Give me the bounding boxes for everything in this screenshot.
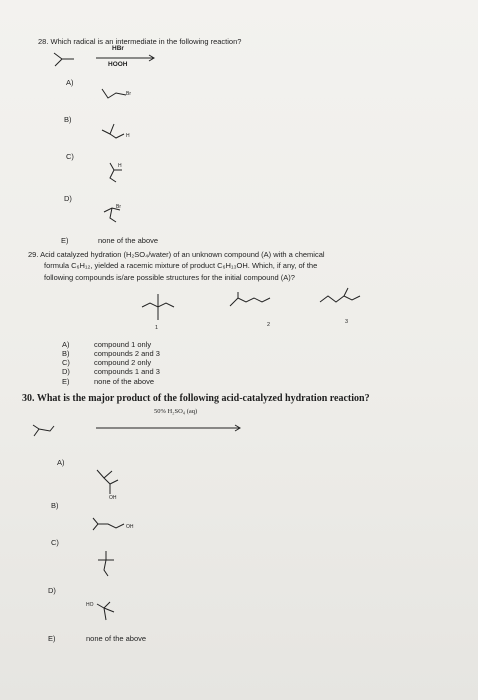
q28-option-d-br: Br: [116, 204, 121, 210]
q28-option-c-h: H: [118, 163, 122, 169]
q29-option-d-text: compounds 1 and 3: [94, 367, 160, 376]
q29-compound-1-number: 1: [155, 325, 159, 331]
q29-option-e-label: E): [62, 377, 70, 386]
q28-option-e-text: none of the above: [98, 236, 159, 245]
q30-option-b-label: B): [51, 501, 59, 510]
q30-option-a-structure: [94, 466, 124, 500]
q29-line-1: 29. Acid catalyzed hydration (H₂SO₄/water) of an unknown compound (A) with a chemical: [28, 250, 325, 259]
q30-option-b-structure: [90, 514, 140, 536]
q30-question: 30. What is the major product of the following acid-catalyzed hydration reaction?: [22, 393, 370, 404]
q29-compound-2: [228, 288, 278, 312]
q28-option-d-structure: [100, 200, 134, 226]
q28-option-b-structure: [98, 120, 138, 144]
q28-option-b-label: B): [64, 115, 72, 124]
q29-compound-2-number: 2: [267, 322, 271, 328]
q29-option-c-text: compound 2 only: [94, 358, 152, 367]
q30-option-a-oh: OH: [109, 495, 117, 501]
q28-reactant-structure: [52, 50, 82, 76]
q30-option-d-structure: [86, 596, 126, 624]
q28-reagent-bottom: HOOH: [108, 61, 128, 68]
q28-question: 28. Which radical is an intermediate in the following reaction?: [38, 37, 242, 46]
q28-option-c-structure: [106, 160, 136, 186]
q28-option-b-h: H: [126, 133, 130, 139]
q30-option-d-label: D): [48, 586, 56, 595]
q29-compound-3: [318, 286, 364, 312]
q29-option-a-text: compound 1 only: [94, 340, 152, 349]
q28-option-a-label: A): [66, 78, 74, 87]
q30-option-a-label: A): [57, 458, 65, 467]
q30-option-e-label: E): [48, 634, 56, 643]
q29-option-b-label: B): [62, 349, 70, 358]
q30-reagent: 50% H₂SO₄ (aq): [154, 408, 198, 415]
q29-line-3: following compounds is/are possible structures for the initial compound (A)?: [44, 273, 295, 282]
q29-option-a-label: A): [62, 340, 70, 349]
q29-option-e-text: none of the above: [94, 377, 155, 386]
q30-reactant-structure: [30, 420, 56, 442]
q28-reagent-top: HBr: [112, 45, 124, 52]
q29-option-d-label: D): [62, 367, 70, 376]
q29-compound-3-number: 3: [345, 319, 349, 325]
q29-line-2: formula C₆H₁₂, yielded a racemic mixture of product C₆H₁₃OH. Which, if any, of the: [44, 261, 318, 270]
q28-option-e-label: E): [61, 236, 69, 245]
q29-compound-1: [138, 282, 182, 324]
q28-reaction-arrow: [96, 54, 158, 62]
q30-reaction-arrow: [96, 424, 246, 432]
q28-option-d-label: D): [64, 194, 72, 203]
q29-option-c-label: C): [62, 358, 70, 367]
q30-option-b-oh: OH: [126, 524, 134, 530]
q30-option-c-label: C): [51, 538, 59, 547]
q29-option-b-text: compounds 2 and 3: [94, 349, 160, 358]
q28-option-c-label: C): [66, 152, 74, 161]
q30-option-c-structure: [94, 548, 124, 580]
q30-option-d-ho: HO: [86, 602, 94, 608]
q28-option-a-structure: [98, 86, 138, 106]
q28-option-a-br: Br: [126, 91, 131, 97]
q30-option-e-text: none of the above: [86, 634, 147, 643]
